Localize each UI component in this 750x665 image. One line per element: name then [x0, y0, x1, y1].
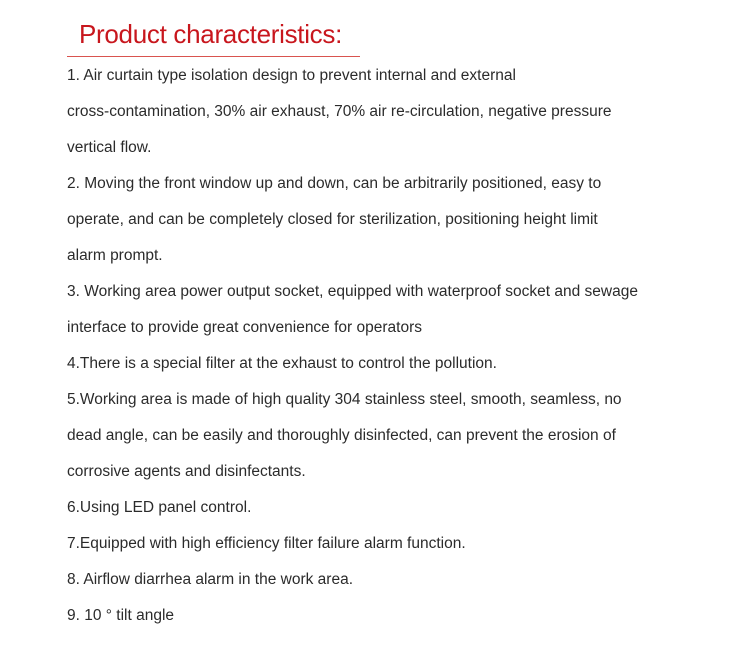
- page-title: Product characteristics:: [79, 19, 343, 49]
- list-line: alarm prompt.: [67, 247, 163, 264]
- list-line: 2. Moving the front window up and down, can be arbitrarily positioned, easy to: [67, 175, 602, 192]
- list-line: 5.Working area is made of high quality 304 stainless steel, smooth, seamless, no: [67, 391, 622, 408]
- list-line: operate, and can be completely closed for sterilization, positioning height limit: [67, 211, 598, 228]
- list-line: 8. Airflow diarrhea alarm in the work area.: [67, 571, 354, 588]
- list-line: vertical flow.: [67, 139, 152, 156]
- list-line: cross-contamination, 30% air exhaust, 70% air re-circulation, negative pressure: [67, 103, 612, 120]
- list-line: dead angle, can be easily and thoroughly disinfected, can prevent the erosion of: [67, 427, 616, 444]
- list-line: 3. Working area power output socket, equipped with waterproof socket and sewage: [67, 283, 638, 300]
- list-line: 9. 10 ° tilt angle: [67, 607, 175, 624]
- characteristics-list: [67, 58, 707, 634]
- list-line: 6.Using LED panel control.: [67, 499, 252, 516]
- list-line: 7.Equipped with high efficiency filter failure alarm function.: [67, 535, 466, 552]
- list-line: 1. Air curtain type isolation design to prevent internal and external: [67, 67, 516, 84]
- list-line: interface to provide great convenience for operators: [67, 319, 422, 336]
- list-line: 4.There is a special filter at the exhaust to control the pollution.: [67, 355, 497, 372]
- title-underline: [67, 56, 360, 57]
- list-line: corrosive agents and disinfectants.: [67, 463, 306, 480]
